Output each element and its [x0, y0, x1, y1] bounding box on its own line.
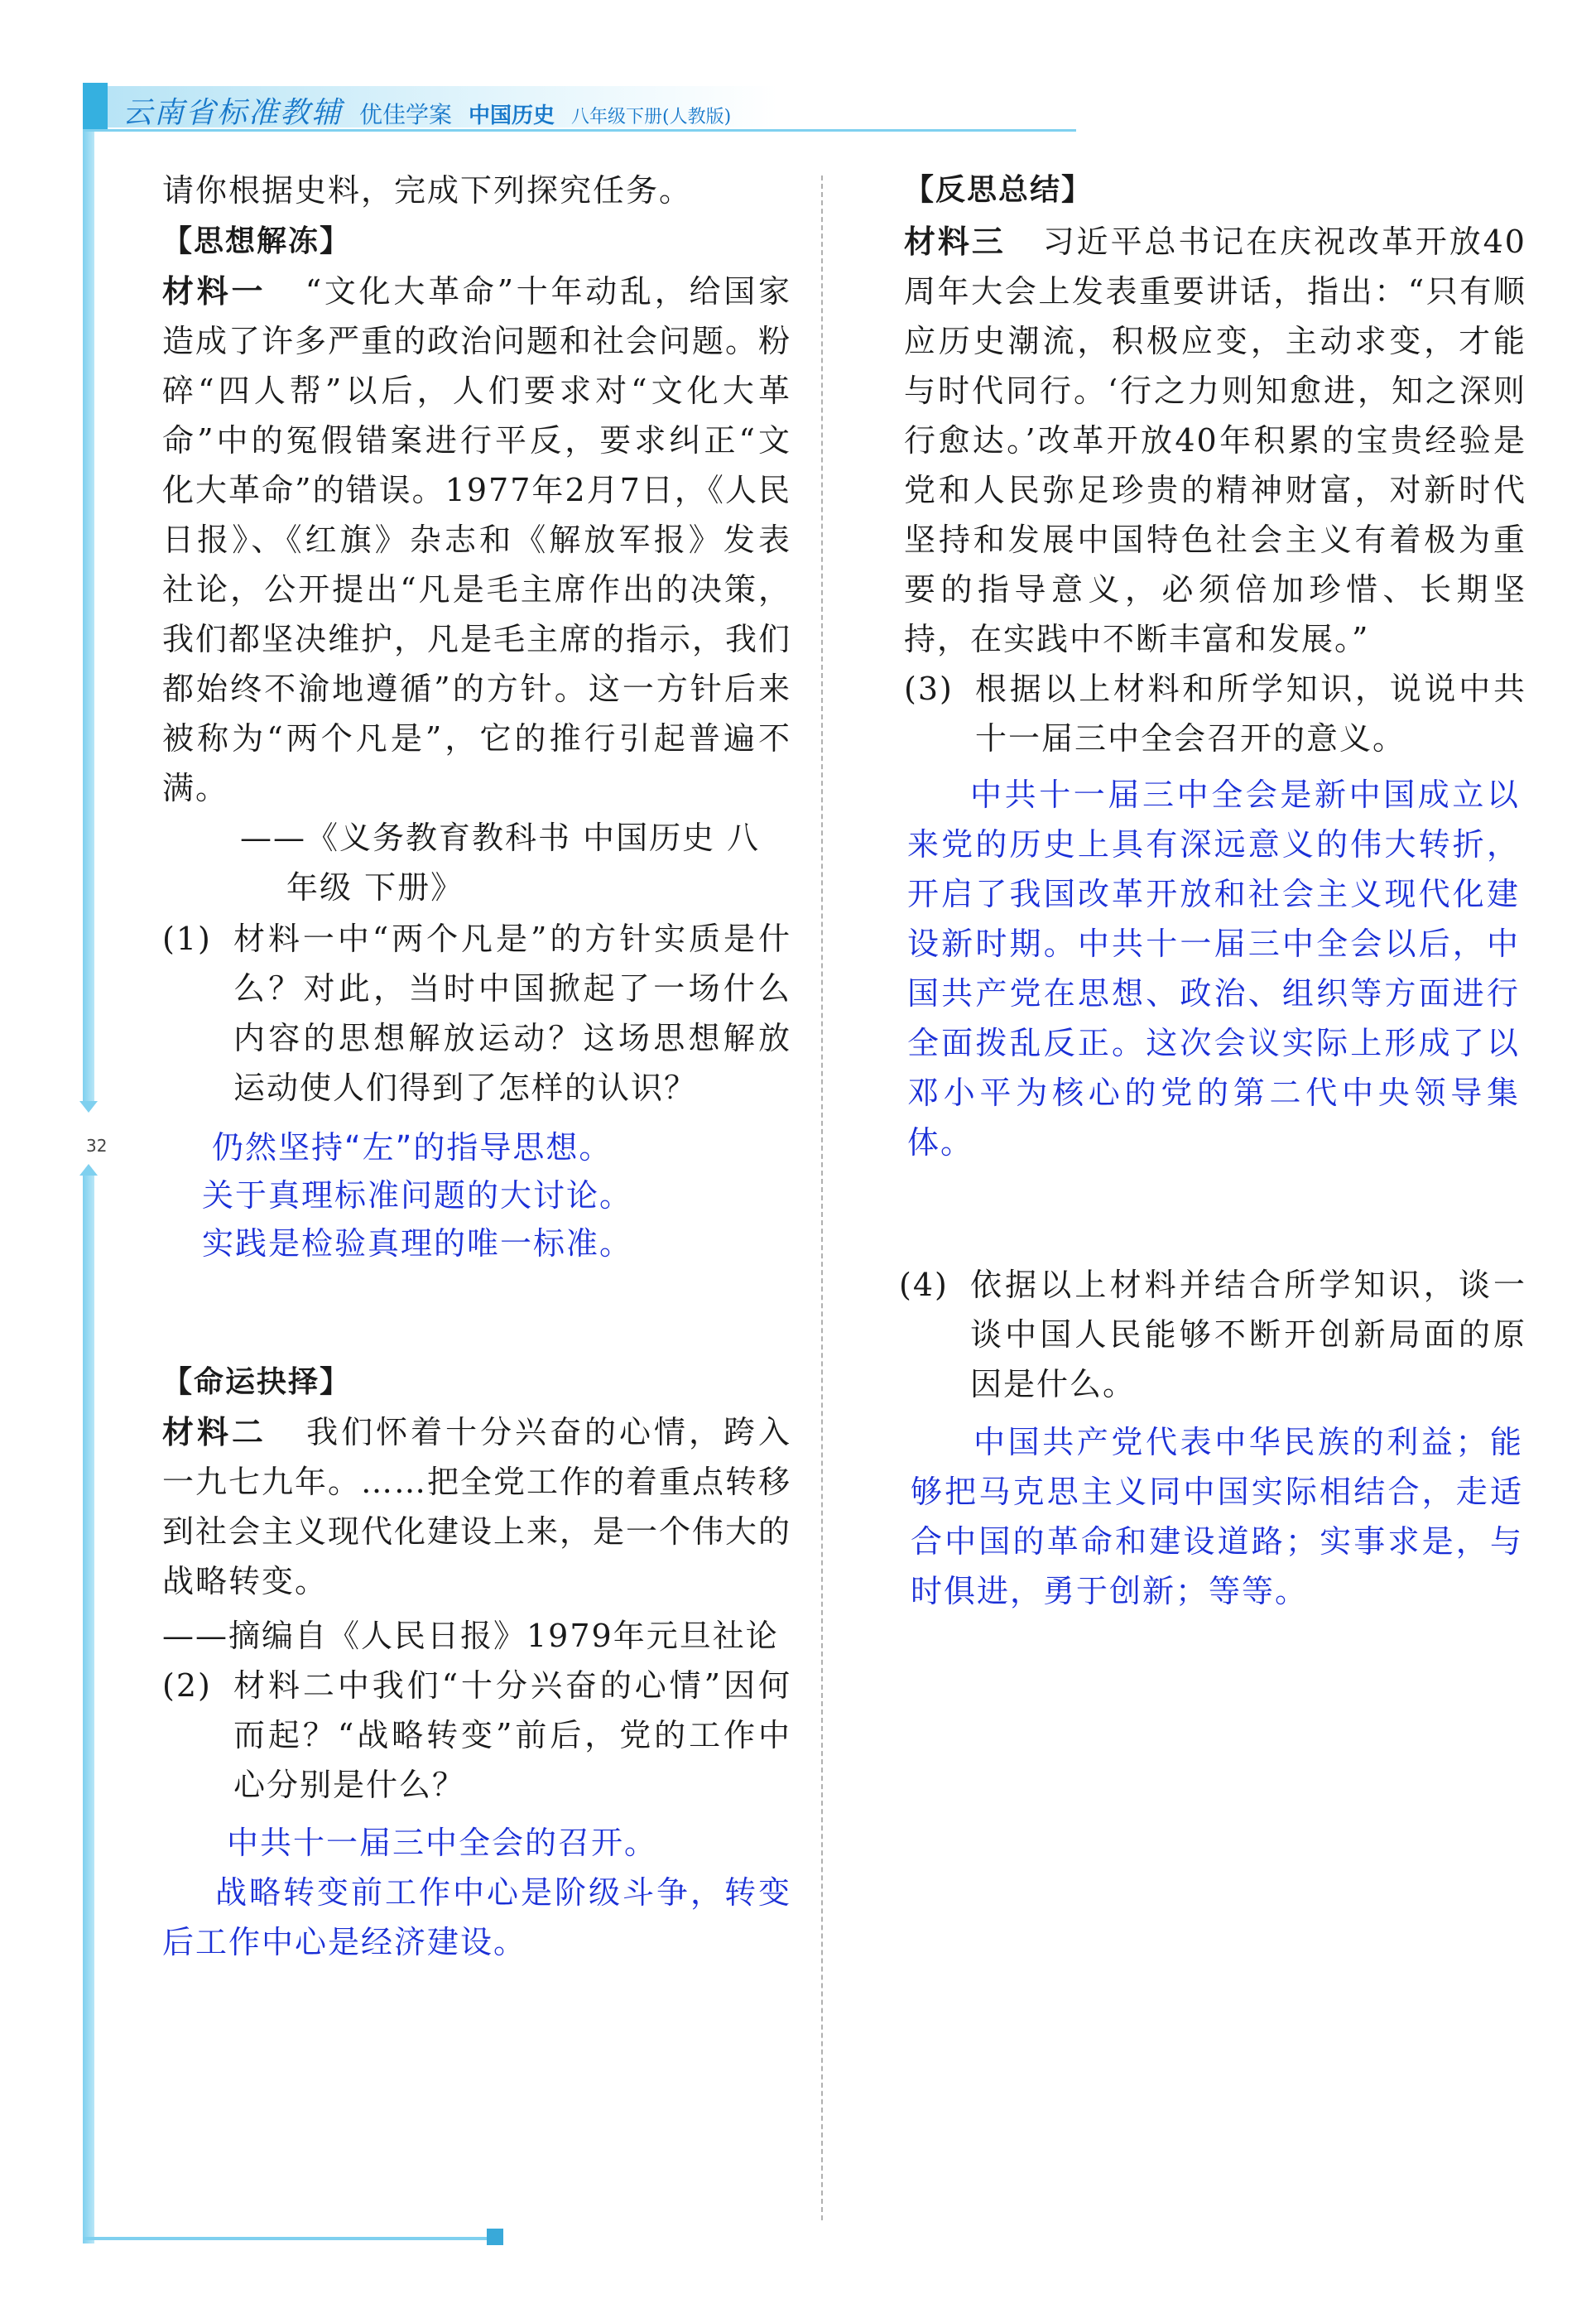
- header-logo-block: [83, 83, 108, 129]
- material-three: [904, 217, 1526, 664]
- header-brand: 云南省标准教辅: [123, 96, 344, 130]
- answer-1a: 仍然坚持“左”的指导思想。: [212, 1129, 613, 1166]
- left-margin-bar: [83, 83, 94, 1101]
- intro-text: 请你根据史料，完成下列探究任务。: [162, 172, 693, 209]
- header-series: 优佳学案: [359, 101, 453, 128]
- material-two-source: ——摘编自《人民日报》1979年元旦社论: [162, 1618, 779, 1654]
- material-three-label: 材料三: [904, 224, 1006, 260]
- header-subject: 中国历史: [469, 103, 555, 128]
- answer-2a: 中共十一届三中全会的召开。: [227, 1825, 658, 1861]
- page-number: 32: [86, 1136, 108, 1156]
- column-divider: [821, 176, 823, 2220]
- header-grade: 八年级下册(人教版): [571, 107, 732, 127]
- page-header: [123, 89, 731, 129]
- bottom-marker: [487, 2229, 503, 2245]
- bottom-rule: [83, 2237, 497, 2240]
- question-4-number: (4): [899, 1267, 949, 1303]
- material-three-text: 习近平总书记在庆祝改革开放40周年大会上发表重要讲话，指出：“只有顺应历史潮流，积极应变，主动求变，才能与时代同行。‘行之力则知愈进，知之深则行愈达。’改革开放40年积累的宝贵经验是党和人民弥足珍贵的精神财富，对新时代坚持和发展中国特色社会主义有着极为重要的指导意义，必须倍加珍惜、长期坚持，在实践中不断丰富和发展。”: [904, 224, 1526, 657]
- left-margin-bar-lower: [83, 1176, 94, 2243]
- question-2-text: 材料二中我们“十分兴奋的心情”因何而起？“战略转变”前后，党的工作中心分别是什么？: [233, 1667, 791, 1803]
- answer-3: 中共十一届三中全会是新中国成立以来党的历史上具有深远意义的伟大转折，开启了我国改革开放和社会主义现代化建设新时期。中共十一届三中全会以后，中国共产党在思想、政治、组织等方面进行全面拨乱反正。这次会议实际上形成了以邓小平为核心的党的第二代中央领导集体。: [907, 777, 1520, 1161]
- question-4-text: 依据以上材料并结合所学知识，谈一谈中国人民能够不断开创新局面的原因是什么。: [970, 1267, 1526, 1402]
- margin-arrow-up: [79, 1101, 98, 1113]
- question-2: [162, 1661, 791, 1810]
- answer-1b: 关于真理标准问题的大讨论。: [202, 1177, 633, 1214]
- section-reflection-title: 【反思总结】: [904, 173, 1094, 207]
- section-thought-thaw-title: 【思想解冻】: [162, 224, 352, 258]
- material-one: [162, 267, 791, 813]
- material-two-text: 我们怀着十分兴奋的心情，跨入一九七九年。……把全党工作的着重点转移到社会主义现代化建设上来，是一个伟大的战略转变。: [162, 1414, 792, 1599]
- material-two-label: 材料二: [162, 1414, 267, 1450]
- answer-2b: 战略转变前工作中心是阶级斗争，转变后工作中心是经济建设。: [162, 1874, 791, 1960]
- answer-1c: 实践是检验真理的唯一标准。: [202, 1225, 633, 1262]
- answer-4: 中国共产党代表中华民族的利益；能够把马克思主义同中国实际相结合，走适合中国的革命和建设道路；实事求是，与时俱进，勇于创新；等等。: [911, 1424, 1523, 1609]
- margin-arrow-down: [79, 1164, 98, 1176]
- material-two: [162, 1407, 791, 1606]
- question-1-number: (1): [162, 921, 212, 957]
- question-3-text: 根据以上材料和所学知识，说说中共十一届三中全会召开的意义。: [975, 671, 1526, 757]
- material-one-text: “文化大革命”十年动乱，给国家造成了许多严重的政治问题和社会问题。粉碎“四人帮”以后，人们要求对“文化大革命”中的冤假错案进行平反，要求纠正“文化大革命”的错误。1977年2月7日，《人民日报》、《红旗》杂志和《解放军报》发表社论，公开提出“凡是毛主席作出的决策，我们都坚决维护，凡是毛主席的指示，我们都始终不渝地遵循”的方针。这一方针后来被称为“两个凡是”，它的推行引起普遍不满。: [162, 273, 792, 806]
- question-1: [162, 914, 791, 1113]
- question-3-number: (3): [904, 671, 954, 707]
- material-one-label: 材料一: [162, 273, 267, 310]
- question-1-text: 材料一中“两个凡是”的方针实质是什么？对此，当时中国掀起了一场什么内容的思想解放运动？这场思想解放运动使人们得到了怎样的认识？: [233, 921, 791, 1106]
- question-3: [904, 664, 1526, 763]
- material-one-source: ——《义务教育教科书 中国历史 八年级 下册》: [240, 820, 761, 906]
- question-4: [899, 1260, 1526, 1409]
- question-2-number: (2): [162, 1667, 212, 1704]
- section-fate-choice-title: 【命运抉择】: [162, 1365, 352, 1399]
